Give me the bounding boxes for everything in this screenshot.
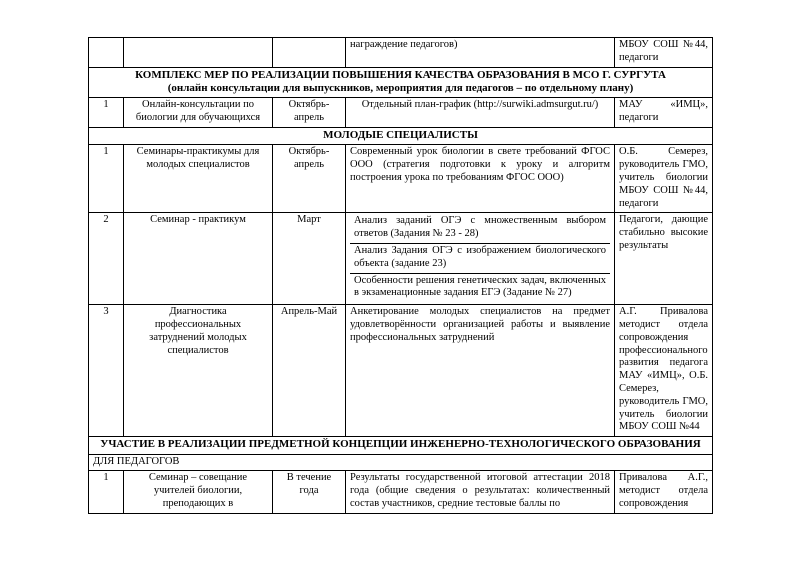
cell-num: 1 bbox=[89, 471, 124, 513]
cell-responsible: Привалова А.Г., методист отдела сопровождения bbox=[615, 471, 713, 513]
table-row-partial bbox=[89, 38, 713, 68]
cell-activity: Семинар - практикум bbox=[124, 213, 273, 305]
cell-period: Октябрь-апрель bbox=[273, 145, 346, 213]
cell-responsible: А.Г. Привалова методист отдела сопровождения профессионального развития педагога МАУ «ИМЦ», О.Б. Семерез, руководитель ГМО, учитель биологии МБОУ СОШ №44 bbox=[615, 305, 713, 437]
cell-description-part: Анализ Задания ОГЭ с изображением биологического объекта (задание 23) bbox=[350, 244, 610, 274]
cell-period-empty bbox=[273, 38, 346, 68]
cell-period: В течение года bbox=[273, 471, 346, 513]
cell-num: 3 bbox=[89, 305, 124, 437]
cell-period: Март bbox=[273, 213, 346, 305]
table-row-complex-1 bbox=[89, 98, 713, 128]
section-title-line1: КОМПЛЕКС МЕР ПО РЕАЛИЗАЦИИ ПОВЫШЕНИЯ КАЧЕСТВА ОБРАЗОВАНИЯ В МСО Г. СУРГУТА bbox=[135, 68, 666, 81]
table-row-pedagogues-1 bbox=[89, 471, 713, 513]
work-plan-table bbox=[88, 37, 713, 514]
table-row-young-1 bbox=[89, 145, 713, 213]
cell-responsible: О.Б. Семерез, руководитель ГМО, учитель биологии МБОУ СОШ №44, педагоги bbox=[615, 145, 713, 213]
cell-period: Апрель-Май bbox=[273, 305, 346, 437]
cell-description: Отдельный план-график (http://surwiki.admsurgut.ru/) bbox=[346, 98, 615, 128]
section-header-row-young bbox=[89, 128, 713, 145]
cell-responsible: МБОУ СОШ №44, педагоги bbox=[615, 38, 713, 68]
section-title-line2: (онлайн консультации для выпускников, мероприятия для педагогов – по отдельному плану) bbox=[167, 82, 634, 94]
cell-num: 1 bbox=[89, 98, 124, 128]
cell-num: 2 bbox=[89, 213, 124, 305]
cell-description: Анкетирование молодых специалистов на предмет удовлетворённости организацией работы и выявление профессиональных затруднений bbox=[346, 305, 615, 437]
cell-description-part: Особенности решения генетических задач, включенных в экзаменационные задания ЕГЭ (Задание № 27) bbox=[354, 274, 606, 299]
cell-num-empty bbox=[89, 38, 124, 68]
table-row-young-2 bbox=[89, 213, 713, 305]
section-header-row-engineering bbox=[89, 437, 713, 454]
subsection-pedagogues-label: ДЛЯ ПЕДАГОГОВ bbox=[89, 454, 713, 471]
section-engineering-header: УЧАСТИЕ В РЕАЛИЗАЦИИ ПРЕДМЕТНОЙ КОНЦЕПЦИИ ИНЖЕНЕРНО-ТЕХНОЛОГИЧЕСКОГО ОБРАЗОВАНИЯ bbox=[89, 437, 713, 454]
cell-description: награждение педагогов) bbox=[346, 38, 615, 68]
cell-num: 1 bbox=[89, 145, 124, 213]
cell-description: Результаты государственной итоговой аттестации 2018 года (общие сведения о результатах: количественный состав участников, средние тестовые баллы по bbox=[346, 471, 615, 513]
cell-activity: Диагностика профессиональных затруднений молодых специалистов bbox=[124, 305, 273, 437]
table-row-young-3 bbox=[89, 305, 713, 437]
cell-description-group bbox=[346, 213, 615, 305]
cell-description: Современный урок биологии в свете требований ФГОС ООО (стратегия подготовки к уроку и алгоритм построения урока по требованиям ФГОС ООО) bbox=[346, 145, 615, 213]
subsection-row-pedagogues bbox=[89, 454, 713, 471]
section-young-header: МОЛОДЫЕ СПЕЦИАЛИСТЫ bbox=[89, 128, 713, 145]
cell-description-part: Анализ заданий ОГЭ с множественным выбором ответов (Задания № 23 - 28) bbox=[350, 214, 610, 244]
cell-activity-empty bbox=[124, 38, 273, 68]
cell-responsible: Педагоги, дающие стабильно высокие результаты bbox=[615, 213, 713, 305]
cell-activity: Семинары-практикумы для молодых специалистов bbox=[124, 145, 273, 213]
section-complex-header bbox=[89, 67, 713, 98]
cell-responsible: МАУ «ИМЦ», педагоги bbox=[615, 98, 713, 128]
cell-activity: Онлайн-консультации по биологии для обучающихся bbox=[124, 98, 273, 128]
section-header-row-complex bbox=[89, 67, 713, 98]
cell-period: Октябрь-апрель bbox=[273, 98, 346, 128]
cell-activity: Семинар – совещание учителей биологии, преподающих в bbox=[124, 471, 273, 513]
